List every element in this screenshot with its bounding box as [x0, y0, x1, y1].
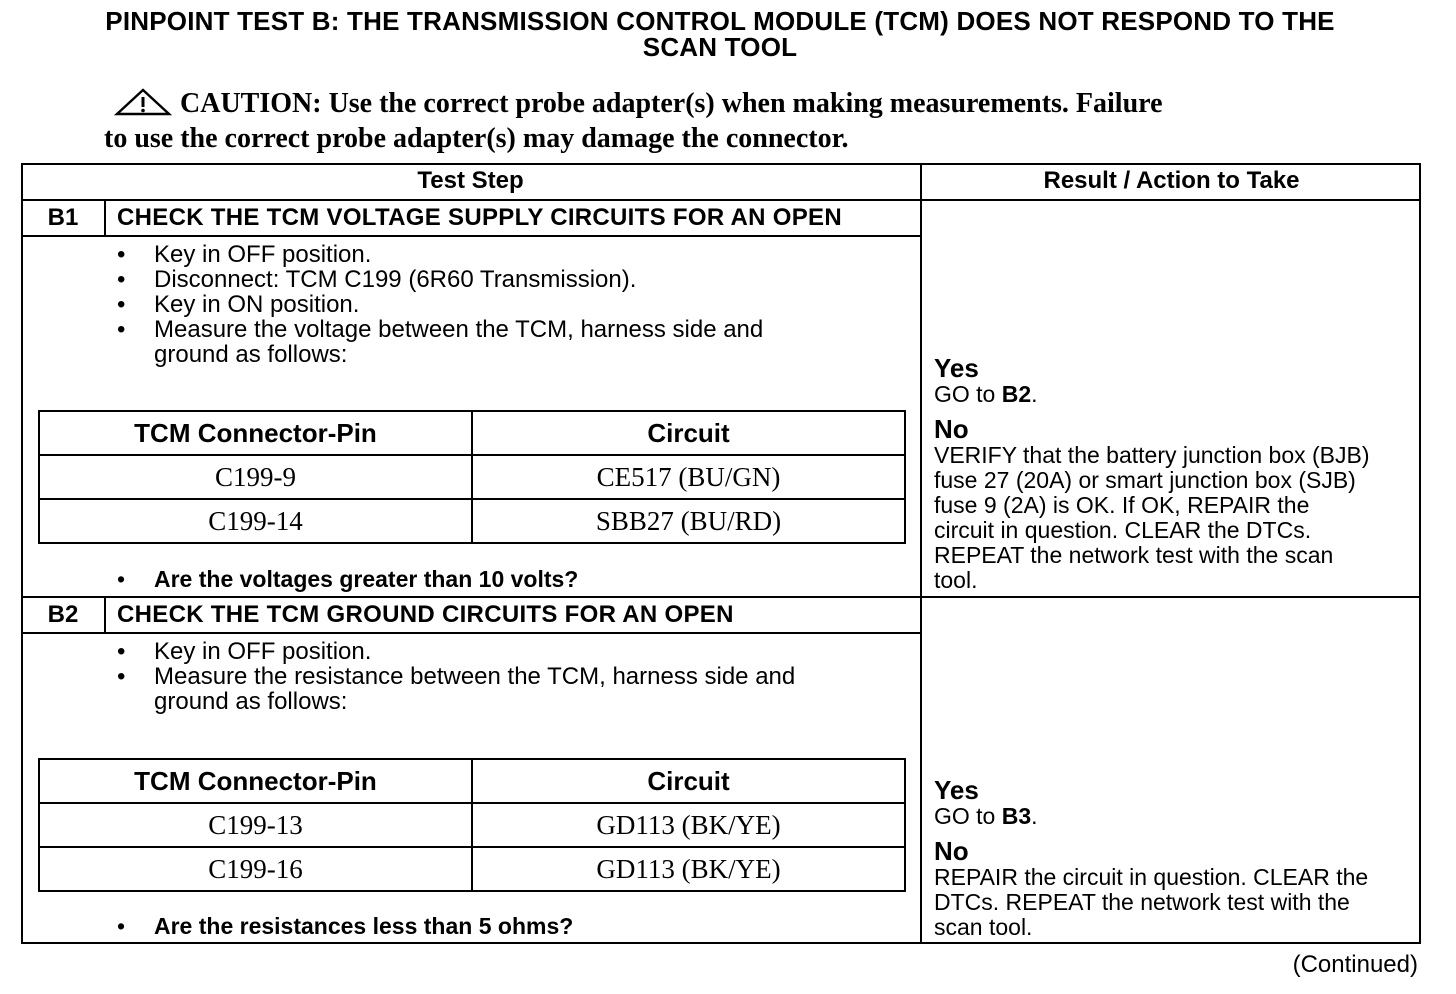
b2-no-action-line: scan tool.: [934, 914, 1033, 940]
step-title-b2: CHECK THE TCM GROUND CIRCUITS FOR AN OPEN: [117, 601, 734, 628]
page-title: [20, 8, 1420, 60]
pin-table-header-circuit: Circuit: [472, 759, 905, 803]
b2-pin-table: [38, 758, 906, 892]
b1-no-action-line: REPEAT the network test with the scan: [934, 542, 1334, 568]
table-row: [39, 847, 905, 891]
pin-table-header-connector: TCM Connector-Pin: [39, 411, 472, 455]
table-row: [39, 455, 905, 499]
continued-note: (Continued): [1292, 951, 1418, 978]
pin-cell: C199-13: [39, 803, 472, 847]
circuit-cell: CE517 (BU/GN): [472, 455, 905, 499]
pin-table-header-circuit: Circuit: [472, 411, 905, 455]
b2-id-divider: [104, 598, 106, 634]
b1-result: [934, 354, 1420, 593]
b1-yes-action: [934, 382, 1420, 407]
b2-yes-prefix: GO to: [934, 803, 1002, 829]
list-item: • Key in OFF position.: [117, 242, 877, 267]
circuit-cell: GD113 (BK/YE): [472, 803, 905, 847]
title-line-1: PINPOINT TEST B: THE TRANSMISSION CONTROL MODULE (TCM) DOES NOT RESPOND TO THE: [105, 6, 1335, 36]
b1-no-label: No: [934, 414, 969, 444]
b2-question: • Are the resistances less than 5 ohms?: [117, 913, 573, 939]
circuit-cell: SBB27 (BU/RD): [472, 499, 905, 543]
pin-cell: C199-16: [39, 847, 472, 891]
table-row: [39, 803, 905, 847]
step-title-b1: CHECK THE TCM VOLTAGE SUPPLY CIRCUITS FOR AN OPEN: [117, 204, 842, 231]
b1-id-divider: [104, 201, 106, 237]
b2-no-label: No: [934, 836, 969, 866]
pin-cell: C199-14: [39, 499, 472, 543]
b2-yes-target: B3: [1001, 803, 1032, 829]
b2-title-underline: [21, 632, 921, 634]
warning-triangle-icon: [114, 88, 172, 123]
header-result-action: Result / Action to Take: [922, 163, 1421, 201]
pin-table-header-connector: TCM Connector-Pin: [39, 759, 472, 803]
b1-yes-suffix: .: [1031, 381, 1038, 407]
b1-yes-label: Yes: [934, 353, 979, 383]
b1-yes-prefix: GO to: [934, 381, 1002, 407]
column-divider: [920, 163, 922, 944]
list-item: • Key in OFF position.: [117, 639, 877, 664]
b2-no-action-line: DTCs. REPEAT the network test with the: [934, 889, 1350, 915]
b2-no-action-line: REPAIR the circuit in question. CLEAR the: [934, 864, 1369, 890]
list-item: • Measure the resistance between the TCM, harness side and ground as follows:: [117, 664, 854, 714]
b2-yes-suffix: .: [1031, 803, 1038, 829]
list-item: • Key in ON position.: [117, 292, 877, 317]
caution-label: CAUTION:: [180, 88, 322, 119]
b1-no-action-line: tool.: [934, 567, 978, 593]
b1-pin-table: [38, 410, 906, 544]
b1-no-action-line: VERIFY that the battery junction box (BJB): [934, 442, 1370, 468]
circuit-cell: GD113 (BK/YE): [472, 847, 905, 891]
pin-cell: C199-9: [39, 455, 472, 499]
b2-yes-label: Yes: [934, 775, 979, 805]
step-id-b2: B2: [47, 601, 79, 628]
b1-question: • Are the voltages greater than 10 volts?: [117, 566, 578, 592]
table-row: [39, 499, 905, 543]
b1-title-underline: [21, 235, 921, 237]
b2-yes-action: [934, 804, 1420, 829]
b1-no-action-line: fuse 9 (2A) is OK. If OK, REPAIR the: [934, 492, 1310, 518]
caution-text-1: Use the correct probe adapter(s) when making measurements. Failure: [328, 88, 1163, 119]
b2-instructions: [117, 639, 877, 714]
b1-instructions: [117, 242, 877, 367]
b1-yes-target: B2: [1001, 381, 1032, 407]
caution-text-2: to use the correct probe adapter(s) may damage the connector.: [104, 123, 849, 154]
step-id-b1: B1: [47, 204, 79, 231]
b1-no-action-line: fuse 27 (20A) or smart junction box (SJB): [934, 467, 1356, 493]
title-line-2: SCAN TOOL: [642, 32, 798, 62]
b1-no-action-line: circuit in question. CLEAR the DTCs.: [934, 517, 1312, 543]
header-test-step: Test Step: [21, 163, 922, 201]
caution-note: [104, 88, 1324, 154]
list-item: • Measure the voltage between the TCM, harness side and ground as follows:: [117, 317, 814, 367]
list-item: • Disconnect: TCM C199 (6R60 Transmission).: [117, 267, 877, 292]
b2-result: [934, 776, 1420, 940]
